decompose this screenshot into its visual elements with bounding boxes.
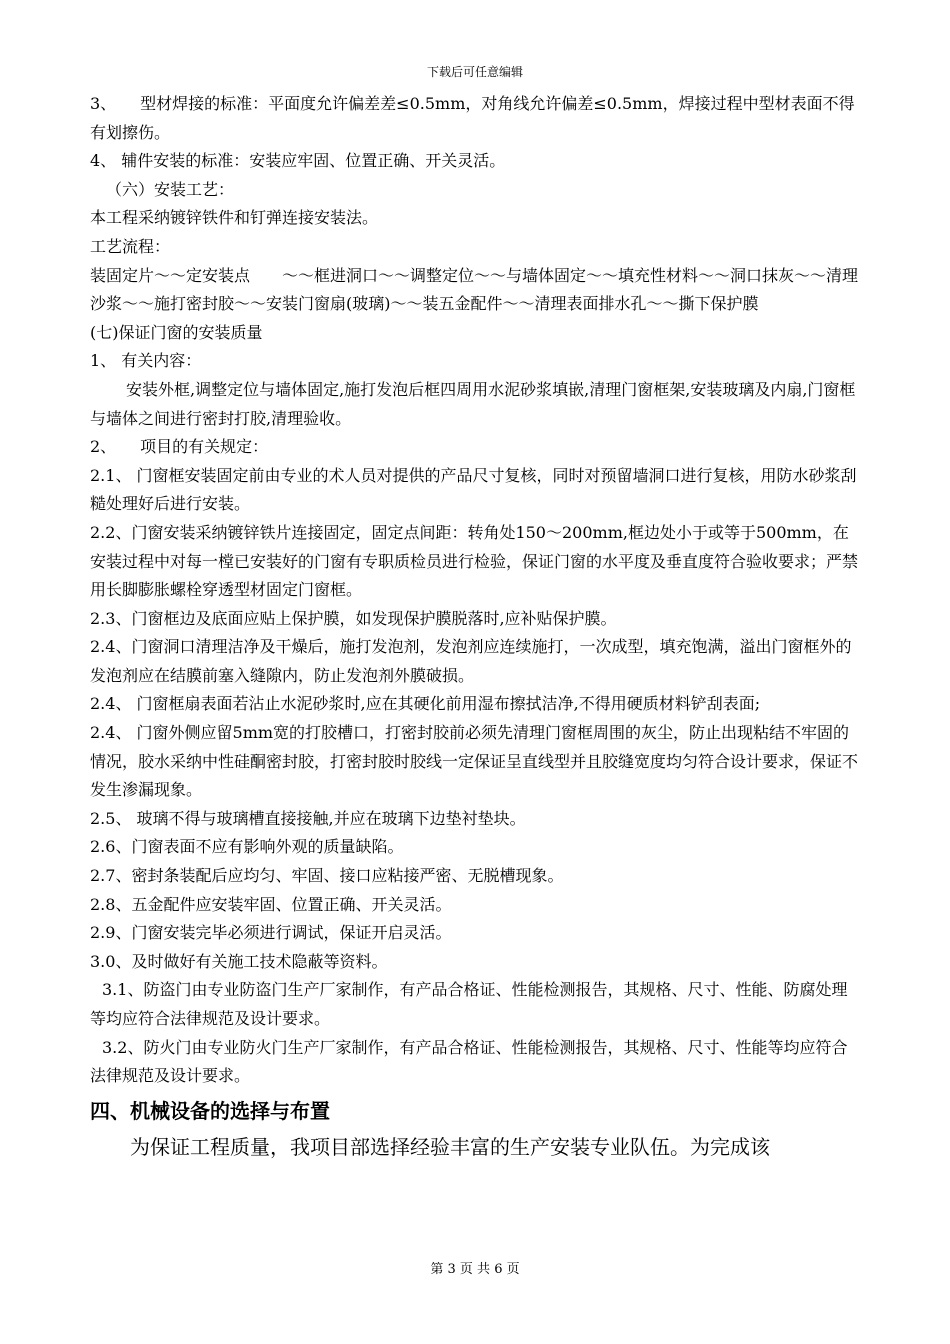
section-heading: (七)保证门窗的安装质量	[90, 322, 263, 342]
paragraph: 2.8、五金配件应安装牢固、位置正确、开关灵活。	[90, 894, 452, 914]
paragraph: 2.4、 门窗框扇表面若沾止水泥砂浆时,应在其硬化前用湿布擦拭洁净,不得用硬质材料铲刮表面;	[90, 694, 761, 714]
paragraph: 4、 辅件安装的标准：安装应牢固、位置正确、开关灵活。	[90, 151, 506, 171]
paragraph: 2.6、门窗表面不应有影响外观的质量缺陷。	[90, 837, 404, 857]
paragraph: 2.9、门窗安装完毕必须进行调试，保证开启灵活。	[90, 923, 452, 943]
paragraph: 3.1、防盗门由专业防盗门生产厂家制作，有产品合格证、性能检测报告，其规格、尺寸、性能、防腐处理等均应符合法律规范及设计要求。	[90, 980, 848, 1028]
paragraph: 2.1、 门窗框安装固定前由专业的术人员对提供的产品尺寸复核，同时对预留墙洞口进行复核，用防水砂浆刮糙处理好后进行安装。	[90, 465, 857, 514]
paragraph: 2、 项目的有关规定：	[90, 437, 269, 457]
paragraph: 2.5、 玻璃不得与玻璃槽直接接触,并应在玻璃下边垫衬垫块。	[90, 808, 526, 828]
paragraph: 3.2、防火门由专业防火门生产厂家制作，有产品合格证、性能检测报告，其规格、尺寸、性能等均应符合法律规范及设计要求。	[90, 1037, 848, 1086]
paragraph: 2.4、门窗洞口清理洁净及干燥后，施打发泡剂，发泡剂应连续施打，一次成型，填充饱满，溢出门窗框外的发泡剂应在结膜前塞入缝隙内，防止发泡剂外膜破损。	[90, 637, 852, 685]
paragraph: 安装外框,调整定位与墙体固定,施打发泡后框四周用水泥砂浆填嵌,清理门窗框架,安装玻璃及内扇,门窗框与墙体之间进行密封打胶,清理验收。	[90, 379, 856, 428]
paragraph: 3.0、及时做好有关施工技术隐蔽等资料。	[90, 951, 388, 971]
paragraph: 2.2、门窗安装采纳镀锌铁片连接固定，固定点间距：转角处150～200mm,框边处小于或等于500mm，在安装过程中对每一樘已安装好的门窗有专职质检员进行检验，保证门窗的水平度及垂直度符合验收要求；严禁用长脚膨胀螺栓穿透型材固定门窗框。	[90, 522, 859, 600]
paragraph: 2.4、 门窗外侧应留5mm宽的打胶槽口，打密封胶前必须先清理门窗框周围的灰尘，防止出现粘结不牢固的情况，胶水采纳中性硅酮密封胶，打密封胶时胶线一定保证呈直线型并且胶缝宽度均匀符合设计要求，保证不发生渗漏现象。	[90, 723, 859, 800]
page-footer: 第 3 页 共 6 页	[430, 1262, 520, 1277]
paragraph: 3、 型材焊接的标准：平面度允许偏差差≤0.5mm，对角线允许偏差≤0.5mm，焊接过程中型材表面不得有划擦伤。	[90, 94, 855, 142]
section-heading: （六）安装工艺：	[106, 179, 235, 199]
paragraph: 为保证工程质量，我项目部选择经验丰富的生产安装专业队伍。为完成该	[130, 1134, 770, 1159]
paragraph: 装固定片～～定安装点 ～～框进洞口～～调整定位～～与墙体固定～～填充性材料～～洞口抹灰～～清理沙浆～～施打密封胶～～安装门窗扇(玻璃)～～装五金配件～～清理表面排水孔～～撕下保护膜	[90, 265, 859, 314]
document-body	[90, 90, 862, 1165]
paragraph: 工艺流程：	[90, 236, 171, 256]
paragraph: 1、 有关内容：	[90, 351, 202, 371]
paragraph: 2.3、门窗框边及底面应贴上保护膜，如发现保护膜脱落时,应补贴保护膜。	[90, 608, 617, 628]
paragraph: 本工程采纳镀锌铁件和钉弹连接安装法。	[90, 208, 379, 228]
paragraph: 2.7、密封条装配后应均匀、牢固、接口应粘接严密、无脱槽现象。	[90, 866, 564, 886]
chapter-heading: 四、机械设备的选择与布置	[90, 1098, 330, 1123]
page-header: 下载后可任意编辑	[426, 65, 523, 79]
